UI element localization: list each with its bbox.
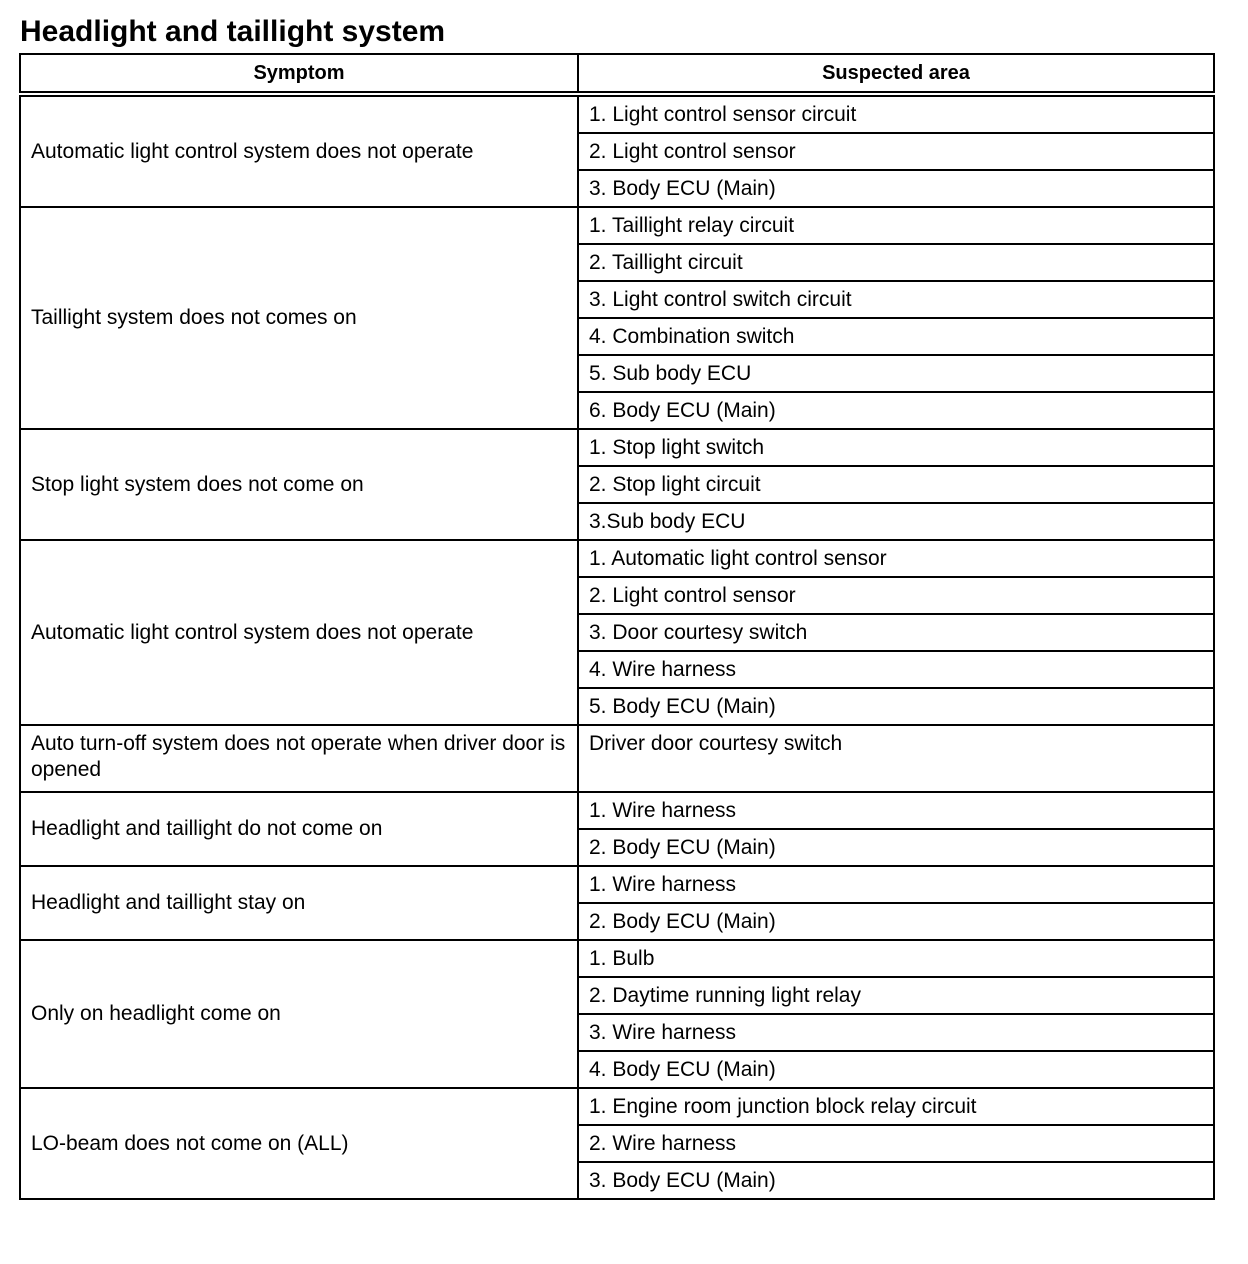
table-row	[20, 540, 1214, 577]
symptom-cell: Headlight and taillight do not come on	[20, 792, 578, 866]
suspected-area-cell: 4. Combination switch	[578, 318, 1214, 355]
table-row	[20, 94, 1214, 133]
column-header-suspected-area: Suspected area	[578, 54, 1214, 94]
table-row	[20, 866, 1214, 903]
table-row	[20, 207, 1214, 244]
symptom-cell: Stop light system does not come on	[20, 429, 578, 540]
suspected-area-cell: 5. Sub body ECU	[578, 355, 1214, 392]
suspected-area-cell: 1. Wire harness	[578, 866, 1214, 903]
symptom-cell: Headlight and taillight stay on	[20, 866, 578, 940]
suspected-area-cell: 1. Automatic light control sensor	[578, 540, 1214, 577]
suspected-area-cell: 2. Wire harness	[578, 1125, 1214, 1162]
suspected-area-cell: 3. Wire harness	[578, 1014, 1214, 1051]
suspected-area-cell: 4. Wire harness	[578, 651, 1214, 688]
column-header-symptom: Symptom	[20, 54, 578, 94]
symptom-cell: Automatic light control system does not operate	[20, 94, 578, 207]
table-row	[20, 1088, 1214, 1125]
suspected-area-cell: 2. Body ECU (Main)	[578, 903, 1214, 940]
table-row	[20, 429, 1214, 466]
table-row	[20, 725, 1214, 792]
suspected-area-cell: 3. Door courtesy switch	[578, 614, 1214, 651]
problem-symptoms-table	[19, 53, 1215, 1200]
suspected-area-cell: 2. Daytime running light relay	[578, 977, 1214, 1014]
suspected-area-cell: 1. Taillight relay circuit	[578, 207, 1214, 244]
symptom-cell: Only on headlight come on	[20, 940, 578, 1088]
suspected-area-cell: 2. Light control sensor	[578, 577, 1214, 614]
suspected-area-cell: 5. Body ECU (Main)	[578, 688, 1214, 725]
suspected-area-cell: 3. Light control switch circuit	[578, 281, 1214, 318]
suspected-area-cell: 2. Stop light circuit	[578, 466, 1214, 503]
symptom-cell: Auto turn-off system does not operate when driver door is opened	[20, 725, 578, 792]
suspected-area-cell: 2. Body ECU (Main)	[578, 829, 1214, 866]
suspected-area-cell: 4. Body ECU (Main)	[578, 1051, 1214, 1088]
suspected-area-cell: 3.Sub body ECU	[578, 503, 1214, 540]
table-header-row	[20, 54, 1214, 94]
suspected-area-cell: 1. Light control sensor circuit	[578, 94, 1214, 133]
suspected-area-cell: 2. Taillight circuit	[578, 244, 1214, 281]
suspected-area-cell: 1. Stop light switch	[578, 429, 1214, 466]
suspected-area-cell: 2. Light control sensor	[578, 133, 1214, 170]
table-row	[20, 940, 1214, 977]
symptom-cell: Taillight system does not comes on	[20, 207, 578, 429]
symptom-cell: LO-beam does not come on (ALL)	[20, 1088, 578, 1199]
suspected-area-cell: 1. Engine room junction block relay circuit	[578, 1088, 1214, 1125]
symptom-cell: Automatic light control system does not operate	[20, 540, 578, 725]
suspected-area-cell: 3. Body ECU (Main)	[578, 170, 1214, 207]
suspected-area-cell: 1. Wire harness	[578, 792, 1214, 829]
table-row	[20, 792, 1214, 829]
suspected-area-cell: 1. Bulb	[578, 940, 1214, 977]
suspected-area-cell: 6. Body ECU (Main)	[578, 392, 1214, 429]
suspected-area-cell: 3. Body ECU (Main)	[578, 1162, 1214, 1199]
page-title: Headlight and taillight system	[20, 15, 446, 48]
suspected-area-cell: Driver door courtesy switch	[578, 725, 1214, 792]
